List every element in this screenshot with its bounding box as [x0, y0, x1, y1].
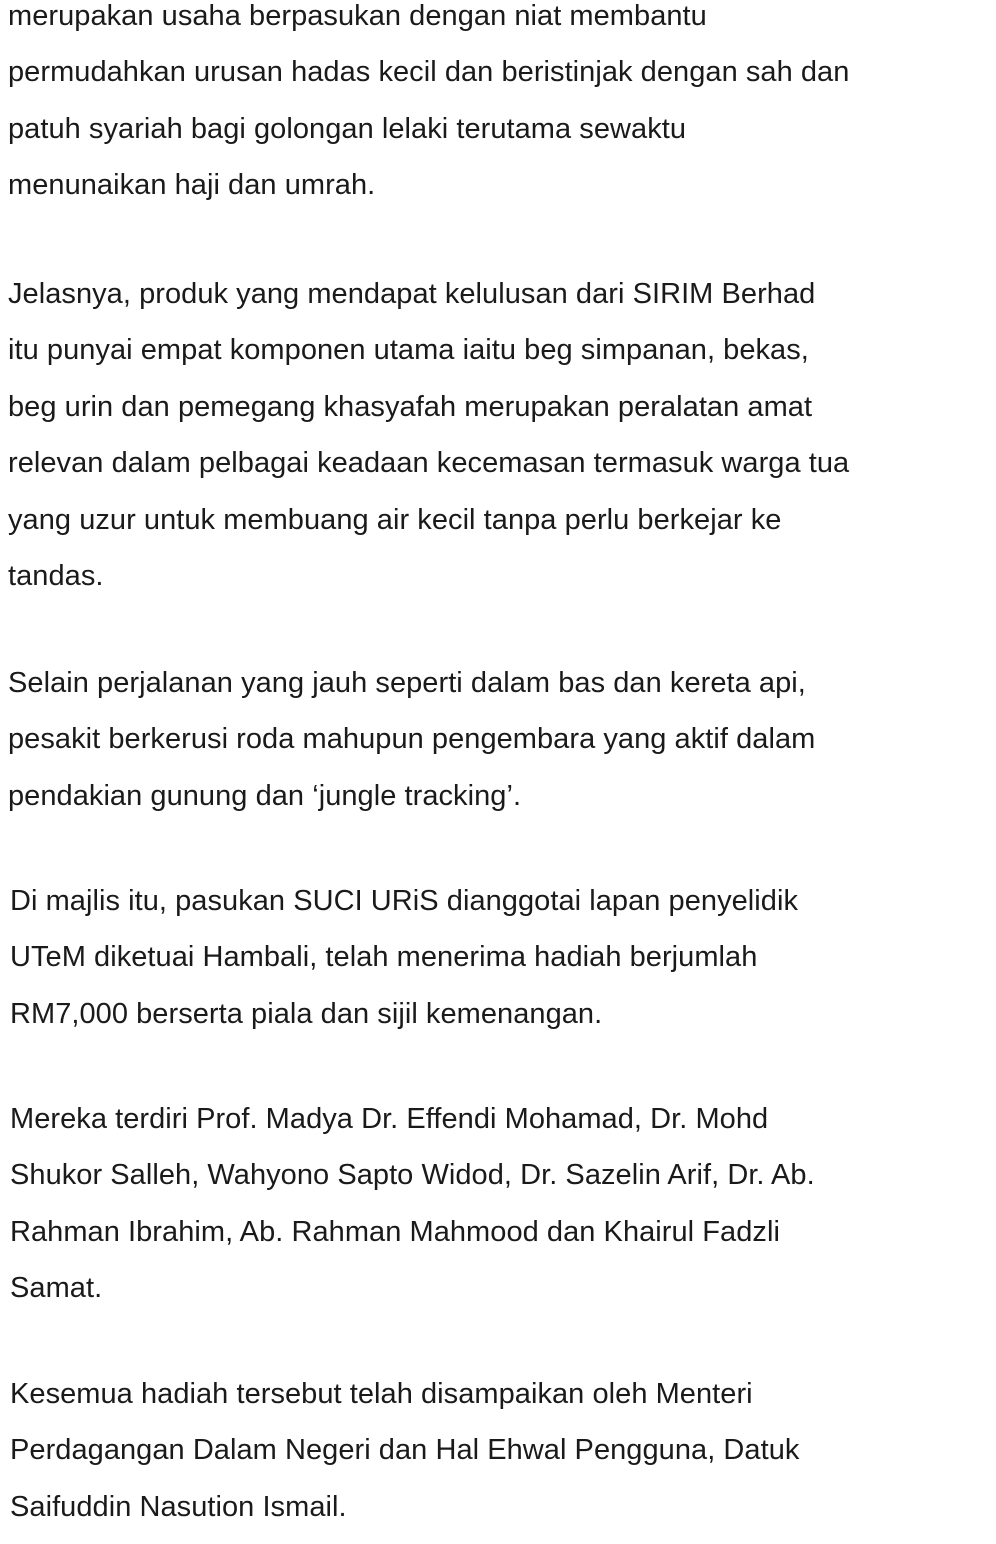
paragraph-4	[10, 873, 798, 1042]
text-line: itu punyai empat komponen utama iaitu beg simpanan, bekas,	[8, 334, 809, 367]
text-line: Di majlis itu, pasukan SUCI URiS dianggotai lapan penyelidik	[10, 885, 799, 917]
text-line: pendakian gunung dan ‘jungle tracking’.	[8, 779, 522, 812]
text-line: Selain perjalanan yang jauh seperti dalam bas dan kereta api,	[8, 667, 806, 699]
text-line: beg urin dan pemegang khasyafah merupakan peralatan amat	[8, 390, 813, 423]
text-line: Rahman Ibrahim, Ab. Rahman Mahmood dan Khairul Fadzli	[10, 1215, 780, 1248]
text-line: Kesemua hadiah tersebut telah disampaikan oleh Menteri	[10, 1378, 753, 1410]
text-line: tandas.	[8, 559, 104, 592]
paragraph-3	[8, 655, 815, 824]
text-line: RM7,000 berserta piala dan sijil kemenangan.	[10, 997, 603, 1030]
paragraph-5	[10, 1091, 815, 1317]
paragraph-1	[8, 0, 849, 214]
text-line: pesakit berkerusi roda mahupun pengembara yang aktif dalam	[8, 723, 816, 756]
text-line: permudahkan urusan hadas kecil dan beristinjak dengan sah dan	[8, 56, 850, 89]
text-line: Jelasnya, produk yang mendapat kelulusan dari SIRIM Berhad	[8, 278, 816, 310]
text-line: yang uzur untuk membuang air kecil tanpa perlu berkejar ke	[8, 503, 782, 536]
paragraph-6	[10, 1366, 799, 1535]
text-line: menunaikan haji dan umrah.	[8, 169, 376, 202]
text-line: Perdagangan Dalam Negeri dan Hal Ehwal Pengguna, Datuk	[10, 1434, 800, 1467]
text-line: Saifuddin Nasution Ismail.	[10, 1490, 347, 1523]
text-line: UTeM diketuai Hambali, telah menerima hadiah berjumlah	[10, 941, 758, 974]
paragraph-2	[8, 266, 849, 604]
text-line: Shukor Salleh, Wahyono Sapto Widod, Dr. Sazelin Arif, Dr. Ab.	[10, 1159, 815, 1192]
text-line: merupakan usaha berpasukan dengan niat membantu	[8, 0, 707, 32]
text-line: relevan dalam pelbagai keadaan kecemasan termasuk warga tua	[8, 447, 850, 480]
text-line: Mereka terdiri Prof. Madya Dr. Effendi Mohamad, Dr. Mohd	[10, 1103, 769, 1135]
text-line: patuh syariah bagi golongan lelaki terutama sewaktu	[8, 112, 687, 145]
text-line: Samat.	[10, 1272, 103, 1305]
